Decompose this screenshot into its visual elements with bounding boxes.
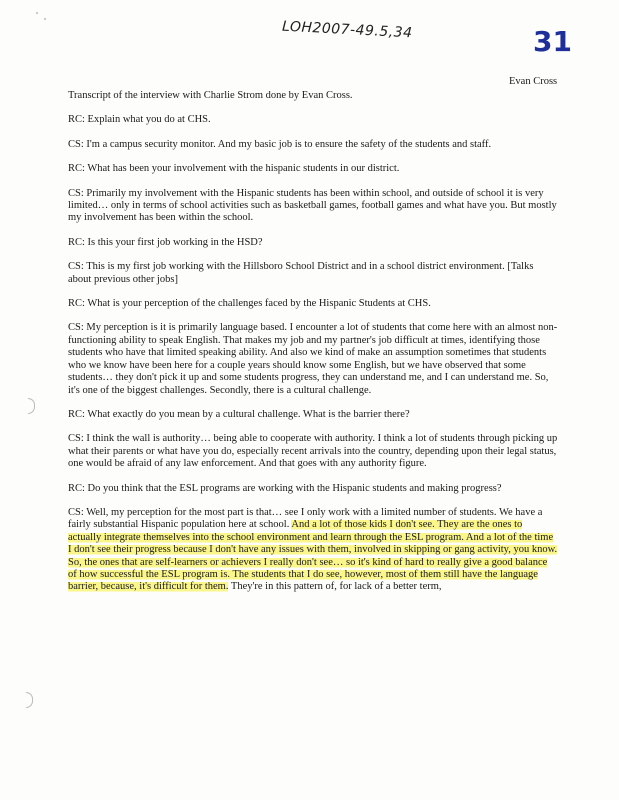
- transcript-title: Transcript of the interview with Charlie Strom done by Evan Cross.: [68, 90, 353, 101]
- handwritten-accession-number: LOH2007-49.5,34: [281, 18, 413, 42]
- answer-paragraph: CS: I'm a campus security monitor. And my basic job is to ensure the safety of the students and staff.: [68, 138, 492, 150]
- transcript-body: [68, 90, 558, 606]
- answer-paragraph: CS: My perception is it is primarily language based. I encounter a lot of students that come here with an almost non-functioning ability to speak English. That makes my job and my partner's job difficult at times, identifying those students who have that limited speaking ability. And also we kind of make an assumption sometimes that students who we know have been here for a couple years should know some English, but we have observed that some students… they don't pick it up and some students progress, they can understand me, and I can understand me. So, it's one of the biggest challenges. Secondly, there is a cultural challenge.: [68, 322, 558, 396]
- answer-text: They're in this pattern of, for lack of a better term,: [228, 581, 442, 593]
- margin-punch-mark: [28, 398, 35, 414]
- scan-speck: [44, 18, 46, 20]
- question-paragraph: RC: Explain what you do at CHS.: [68, 114, 211, 126]
- scan-speck: [36, 12, 38, 14]
- answer-text: CS: Well, my perception for the most part is that… see I only work with a limited number of students. We have a fairly substantial Hispanic population here at school.: [68, 506, 543, 531]
- answer-paragraph: CS: I think the wall is authority… being able to cooperate with authority. I think a lot of students through picking up what their parents or what have you do, especially recent arrivals into the country, depending upon their legal status, one would be afraid of any law enforcement. And that goes with any authority figure.: [68, 433, 558, 470]
- answer-paragraph: CS: Primarily my involvement with the Hispanic students has been within school, and outside of school it is very limited… only in terms of school activities such as basketball games, football games and what have you. But mostly my involvement has been within the school.: [68, 187, 557, 224]
- author-name: Evan Cross: [509, 76, 558, 87]
- question-paragraph: RC: Do you think that the ESL programs are working with the Hispanic students and making progress?: [68, 482, 502, 494]
- answer-paragraph: CS: This is my first job working with the Hillsboro School District and in a school district environment. [Talks about previous other jobs]: [68, 261, 534, 285]
- question-paragraph: RC: What exactly do you mean by a cultural challenge. What is the barrier there?: [68, 408, 410, 420]
- highlighted-passage: And a lot of those kids I don't see. They are the ones to actually integrate themselves into the school environment and learn through the ESL program. And a lot of the time I don't see their progress because I don't have any issues with them, involved in skipping or gang activity, you know. So, the ones that are self-learners or achievers I really don't see… so it's kind of hard to really give a good balance of how successful the ESL program is. The students that I do see, however, most of them still have the language barrier, because, it's difficult for them.: [68, 519, 558, 593]
- margin-punch-mark: [26, 692, 33, 708]
- question-paragraph: RC: Is this your first job working in the HSD?: [68, 236, 263, 248]
- question-paragraph: RC: What is your perception of the challenges faced by the Hispanic Students at CHS.: [68, 298, 431, 310]
- question-paragraph: RC: What has been your involvement with the hispanic students in our district.: [68, 163, 400, 175]
- final-answer-paragraph: [68, 507, 558, 594]
- handwritten-page-number: 31: [533, 25, 572, 58]
